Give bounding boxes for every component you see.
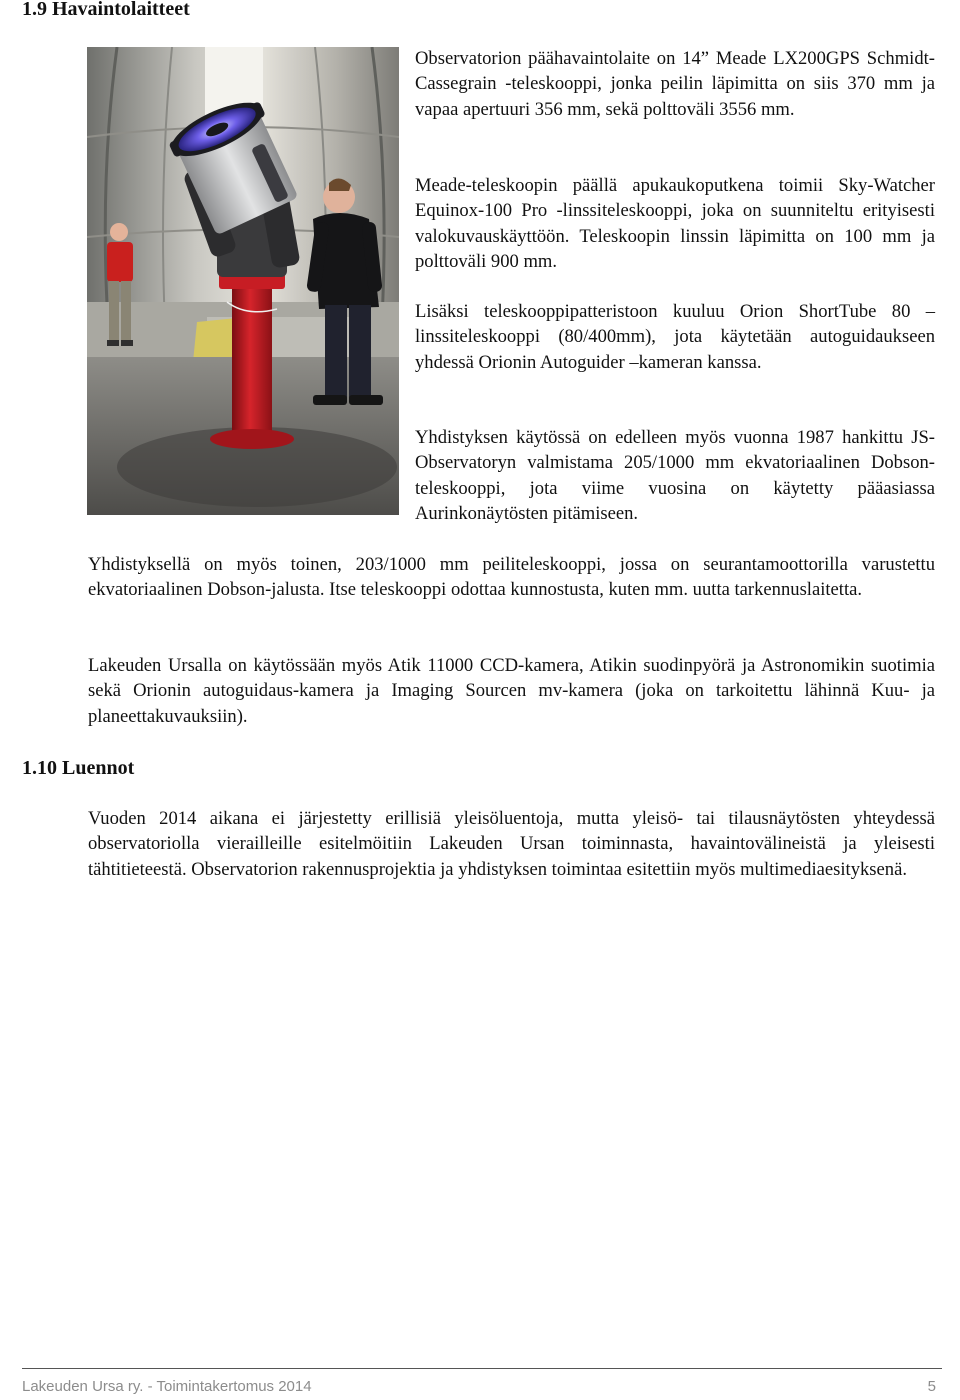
observatory-telescope-photo bbox=[87, 47, 399, 515]
footer-page-number: 5 bbox=[927, 1378, 936, 1395]
paragraph-lectures: Vuoden 2014 aikana ei järjestetty erillisiä yleisöluentoja, mutta yleisö- tai tilausnäytösten yhteydessä observatoriolla vierailleille esitelmöitiin Lakeuden Ursan toiminnasta, havaintovälineistä ja yleisesti tähtitieteestä. Observatorion rakennusprojektia ja yhdistyksen toimintaa esitettiin myös multimediaesityksenä. bbox=[88, 808, 935, 880]
section-heading-luennot: 1.10 Luennot bbox=[22, 757, 135, 779]
paragraph-dobson-telescope: Yhdistyksen käytössä on edelleen myös vuonna 1987 hankittu JS-Observatoryn valmistama 205/1000 mm ekvatoriaalinen Dobson-teleskooppi, jota viime vuosina on käytetty pääasiassa Aurinkonäytösten pitämiseen. bbox=[415, 427, 935, 525]
paragraph-cameras: Lakeuden Ursalla on käytössään myös Atik 11000 CCD-kamera, Atikin suodinpyörä ja Astronomikin suotimia sekä Orionin autoguidaus-kamera ja Imaging Sourcen mv-kamera (joka on tarkoitettu lähinnä Kuu- ja planeettakuvauksiin). bbox=[88, 655, 935, 727]
footer-document-title: Lakeuden Ursa ry. - Toimintakertomus 2014 bbox=[22, 1378, 312, 1395]
paragraph-second-reflector: Yhdistyksellä on myös toinen, 203/1000 mm peiliteleskooppi, jossa on seurantamoottorilla varustettu ekvatoriaalinen Dobson-jalusta. Itse teleskooppi odottaa kunnostusta, kuten mm. uutta tarkennuslaitetta. bbox=[88, 554, 935, 601]
paragraph-main-telescope: Observatorion päähavaintolaite on 14” Meade LX200GPS Schmidt-Cassegrain -teleskooppi, jonka peilin läpimitta on siis 370 mm ja vapaa apertuuri 356 mm, sekä polttoväli 3556 mm. bbox=[415, 48, 935, 120]
paragraph-guide-scope: Meade-teleskoopin päällä apukaukoputkena toimii Sky-Watcher Equinox-100 Pro -linssiteleskooppi, joka on suunniteltu erityisesti valokuvauskäyttöön. Teleskoopin linssin läpimitta on 100 mm ja polttoväli 900 mm. bbox=[415, 175, 935, 273]
paragraph-autoguider: Lisäksi teleskooppipatteristoon kuuluu Orion ShortTube 80 –linssiteleskooppi (80/400mm), jota käytetään autoguidaukseen yhdessä Orionin Autoguider –kameran kanssa. bbox=[415, 301, 935, 373]
section-heading-havaintolaitteet: 1.9 Havaintolaitteet bbox=[22, 0, 190, 20]
footer-divider bbox=[22, 1368, 942, 1369]
